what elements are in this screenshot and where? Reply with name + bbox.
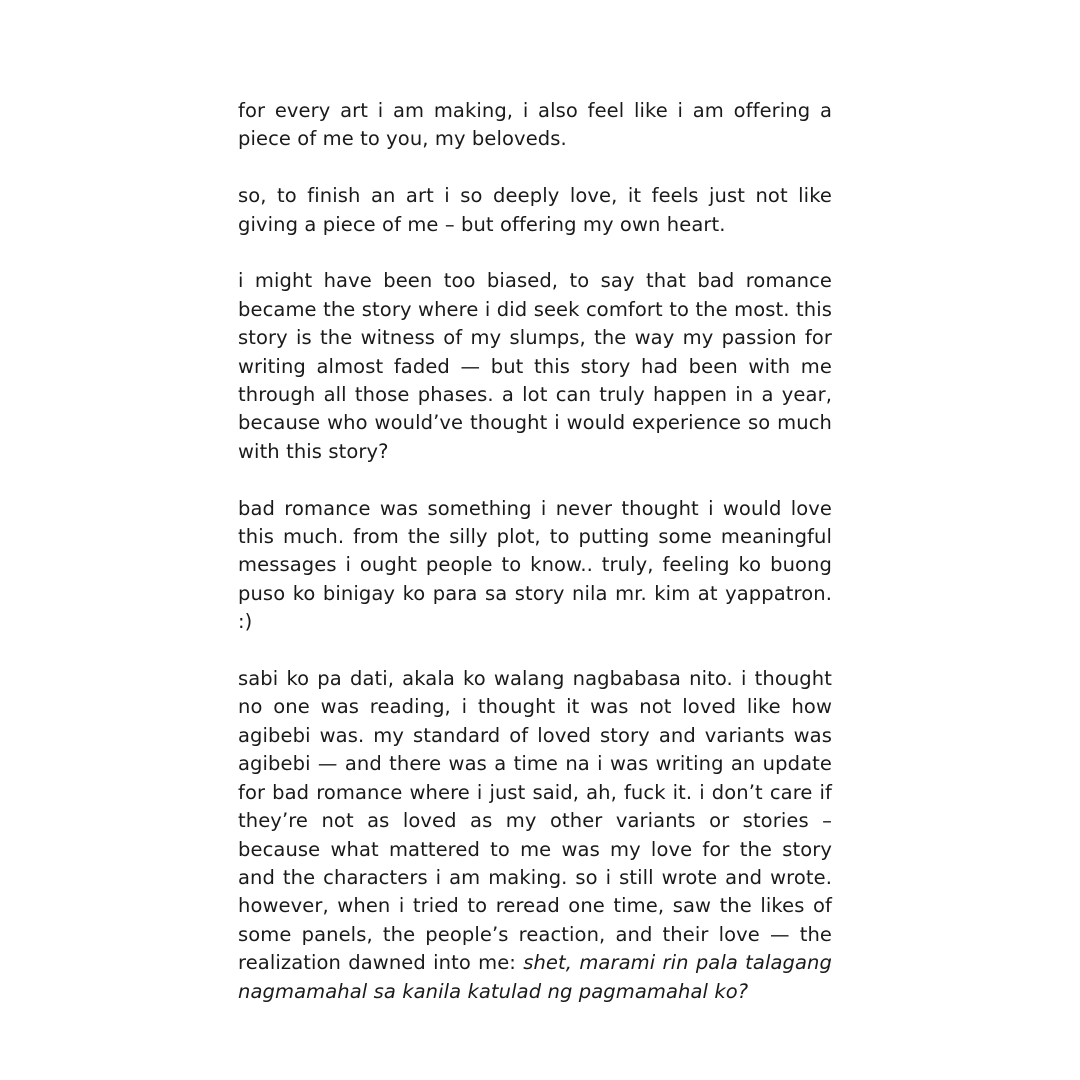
paragraph-1: for every art i am making, i also feel like i am offering a piece of me to you, my beloveds. — [238, 99, 832, 151]
paragraph-5-text: sabi ko pa dati, akala ko walang nagbabasa nito. i thought no one was reading, i thought it was not loved like how agibebi was. my standard of loved story and variants was agibebi — and there was a time na i was writing an update for bad romance where i just said, ah, fuck it. i don’t care if they’re not as loved as my other variants or stories – because what mattered to me was my love for the story and the characters i am making. so i still wrote and wrote. however, when i tried to reread one time, saw the likes of some panels, the people’s reaction, and their love — the realization dawned into me: — [238, 667, 832, 975]
paragraph-5-italic-quote: shet, marami rin pala talagang nagmamahal sa kanila katulad ng pagmamahal ko? — [238, 951, 832, 1003]
letter-body — [238, 97, 832, 1006]
paragraph-2: so, to finish an art i so deeply love, it feels just not like giving a piece of me – but offering my own heart. — [238, 184, 832, 236]
paragraph-4: bad romance was something i never thought i would love this much. from the silly plot, to putting some meaningful messages i ought people to know.. truly, feeling ko buong puso ko binigay ko para sa story nila mr. kim at yappatron. :) — [238, 496, 832, 634]
paragraph-3: i might have been too biased, to say that bad romance became the story where i did seek comfort to the most. this story is the witness of my slumps, the way my passion for writing almost faded — but this story had been with me through all those phases. a lot can truly happen in a year, because who would’ve thought i would experience so much with this story? — [238, 269, 832, 463]
paragraph-5 — [238, 665, 832, 1006]
